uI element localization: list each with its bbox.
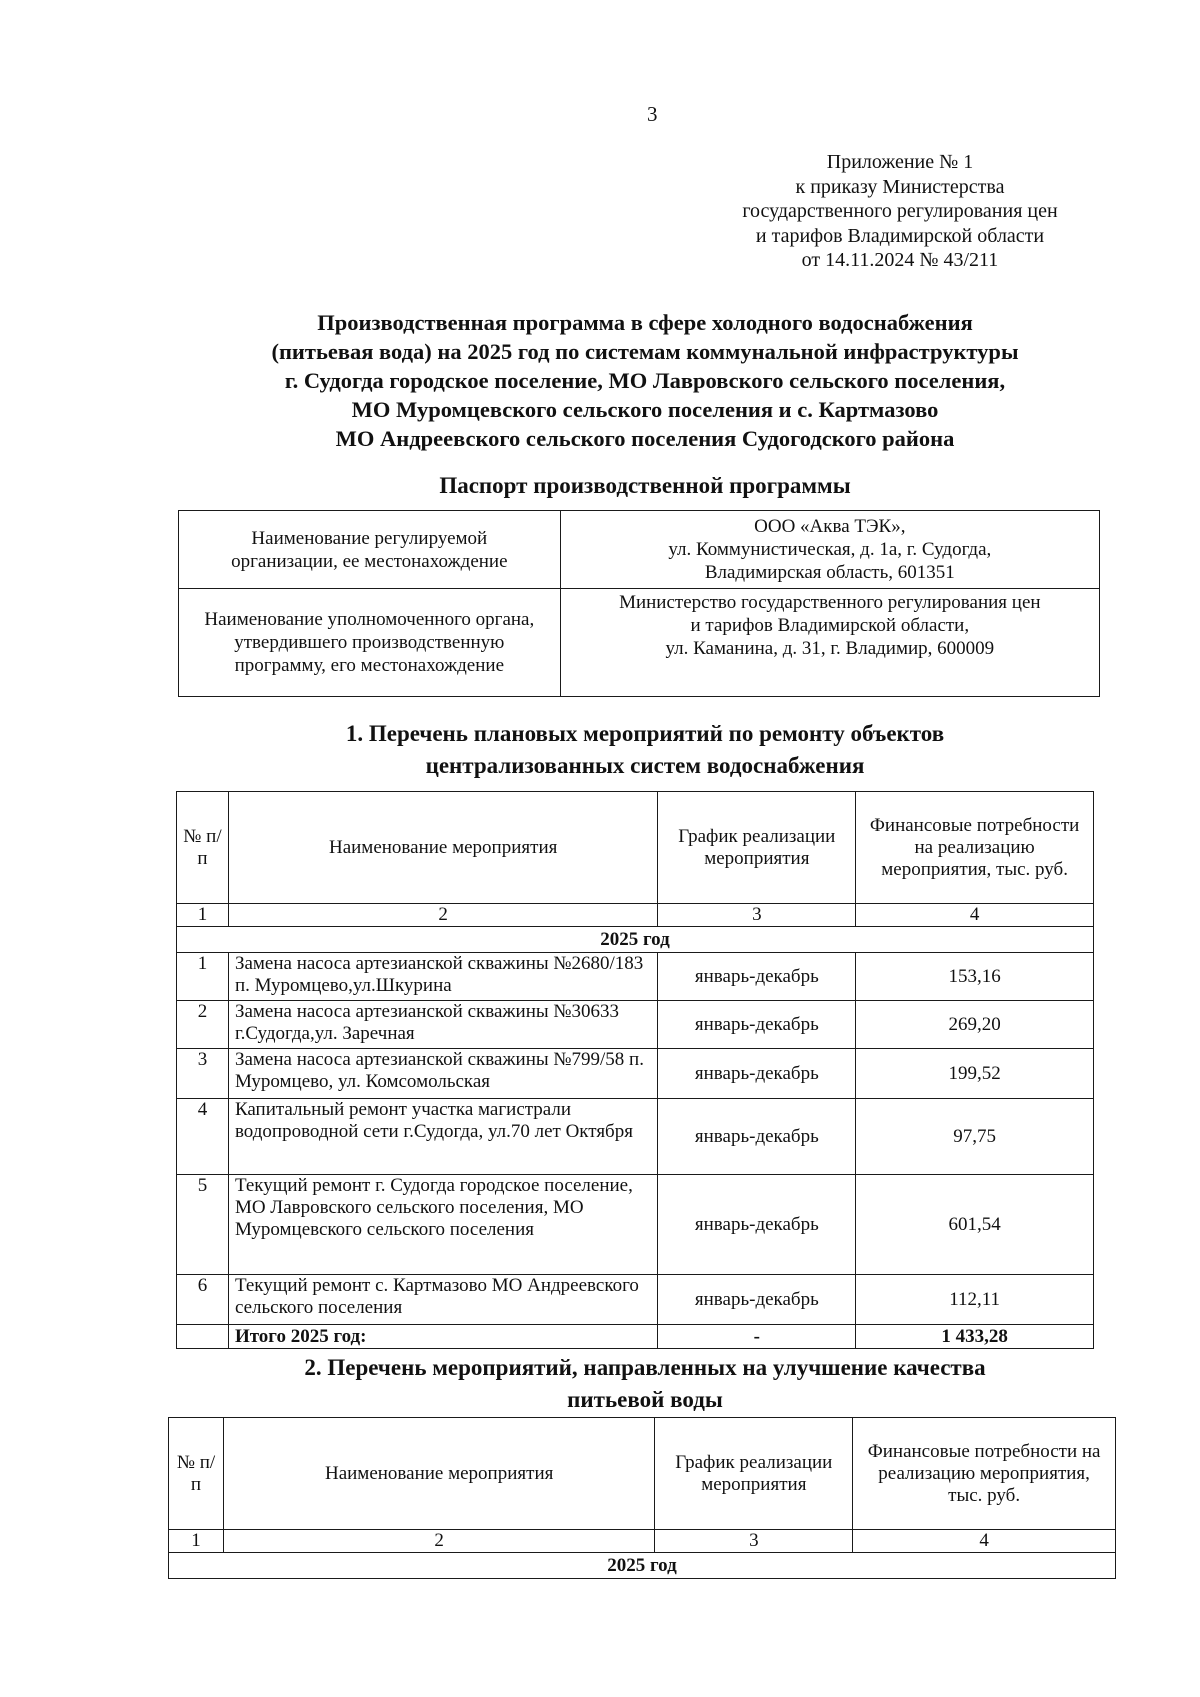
column-number: 1: [169, 1530, 224, 1553]
passport-label: Наименование уполномоченного органа, утвердившего производственную программу, его местонахождение: [179, 589, 561, 697]
total-label: Итого 2025 год:: [228, 1325, 657, 1349]
column-number: 2: [228, 904, 657, 927]
column-number: 4: [856, 904, 1094, 927]
year-cell: 2025 год: [169, 1553, 1116, 1579]
measure-name: Текущий ремонт г. Судогда городское поселение, МО Лавровского сельского поселения, МО Муромцевского сельского поселения: [228, 1175, 657, 1275]
title-line: МО Андреевского сельского поселения Судогодского района: [335, 426, 955, 451]
table-row: [177, 1099, 1094, 1175]
year-row: [169, 1553, 1116, 1579]
header-cell: Финансовые потребности на реализацию мероприятия, тыс. руб.: [856, 792, 1094, 904]
column-number: 3: [658, 904, 856, 927]
row-number: 4: [177, 1099, 229, 1175]
total-number-cell: [177, 1325, 229, 1349]
row-number: 3: [177, 1049, 229, 1099]
appendix-line: и тарифов Владимирской области: [755, 224, 1045, 247]
appendix-note: [700, 150, 1100, 273]
column-number: 2: [223, 1530, 654, 1553]
passport-row: [179, 589, 1100, 697]
measure-schedule: январь-декабрь: [658, 1099, 856, 1175]
passport-value: [560, 511, 1099, 589]
total-schedule: -: [658, 1325, 856, 1349]
measure-schedule: январь-декабрь: [658, 953, 856, 1001]
header-cell: График реализации мероприятия: [655, 1418, 853, 1530]
measure-cost: 199,52: [856, 1049, 1094, 1099]
measure-cost: 112,11: [856, 1275, 1094, 1325]
measure-cost: 601,54: [856, 1175, 1094, 1275]
measure-name: Текущий ремонт с. Картмазово МО Андреевского сельского поселения: [228, 1275, 657, 1325]
measure-schedule: январь-декабрь: [658, 1001, 856, 1049]
section2-title: [170, 1352, 1120, 1416]
measure-cost: 269,20: [856, 1001, 1094, 1049]
table-header-row: [169, 1418, 1116, 1530]
passport-row: [179, 511, 1100, 589]
passport-value-line: Министерство государственного регулирования цен: [619, 592, 1041, 613]
appendix-line: государственного регулирования цен: [742, 200, 1058, 222]
section-title-line: централизованных систем водоснабжения: [425, 753, 865, 778]
passport-value: [560, 589, 1099, 697]
table-row: [177, 1275, 1094, 1325]
table-row: [177, 1049, 1094, 1099]
passport-value-line: ООО «Аква ТЭК»,: [754, 516, 906, 537]
total-row: [177, 1325, 1094, 1349]
page-number: 3: [647, 102, 658, 126]
section-title-line: питьевой воды: [567, 1387, 723, 1412]
measure-cost: 97,75: [856, 1099, 1094, 1175]
title-line: г. Судогда городское поселение, МО Лавровского сельского поселения,: [284, 368, 1006, 393]
section-title-line: 1. Перечень плановых мероприятий по ремонту объектов: [345, 721, 945, 746]
year-cell: 2025 год: [177, 927, 1094, 953]
row-number: 6: [177, 1275, 229, 1325]
passport-table: [178, 510, 1100, 697]
section1-table: [176, 791, 1094, 1349]
table-row: [177, 953, 1094, 1001]
measure-schedule: январь-декабрь: [658, 1175, 856, 1275]
title-line: Производственная программа в сфере холодного водоснабжения: [317, 310, 973, 335]
column-number: 3: [655, 1530, 853, 1553]
column-number-row: [177, 904, 1094, 927]
title-line: МО Муромцевского сельского поселения и с. Картмазово: [351, 397, 939, 422]
measure-name: Замена насоса артезианской скважины №30633 г.Судогда,ул. Заречная: [228, 1001, 657, 1049]
title-line: (питьевая вода) на 2025 год по системам коммунальной инфраструктуры: [271, 339, 1019, 364]
passport-value-line: Владимирская область, 601351: [704, 562, 955, 583]
header-cell: № п/п: [169, 1418, 224, 1530]
header-cell: № п/п: [177, 792, 229, 904]
year-row: [177, 927, 1094, 953]
section1-title: [170, 718, 1120, 782]
measure-name: Замена насоса артезианской скважины №2680/183 п. Муромцево,ул.Шкурина: [228, 953, 657, 1001]
appendix-line: Приложение № 1: [826, 151, 974, 173]
header-cell: Финансовые потребности на реализацию мероприятия, тыс. руб.: [853, 1418, 1116, 1530]
appendix-line: к приказу Министерства: [795, 175, 1005, 198]
passport-title: Паспорт производственной программы: [439, 473, 851, 498]
total-cost: 1 433,28: [856, 1325, 1094, 1349]
document-title: [170, 308, 1120, 453]
table-row: [177, 1175, 1094, 1275]
measure-schedule: январь-декабрь: [658, 1049, 856, 1099]
column-number: 4: [853, 1530, 1116, 1553]
passport-value-line: ул. Коммунистическая, д. 1а, г. Судогда,: [668, 539, 992, 560]
appendix-line: от 14.11.2024 № 43/211: [801, 249, 999, 271]
row-number: 2: [177, 1001, 229, 1049]
column-number-row: [169, 1530, 1116, 1553]
column-number: 1: [177, 904, 229, 927]
header-cell: Наименование мероприятия: [223, 1418, 654, 1530]
passport-value-line: ул. Каманина, д. 31, г. Владимир, 600009: [665, 638, 995, 659]
row-number: 5: [177, 1175, 229, 1275]
passport-value-line: и тарифов Владимирской области,: [690, 615, 970, 636]
measure-name: Замена насоса артезианской скважины №799/58 п. Муромцево, ул. Комсомольская: [228, 1049, 657, 1099]
row-number: 1: [177, 953, 229, 1001]
measure-schedule: январь-декабрь: [658, 1275, 856, 1325]
section-title-line: 2. Перечень мероприятий, направленных на улучшение качества: [304, 1355, 986, 1380]
passport-label: Наименование регулируемой организации, ее местонахождение: [179, 511, 561, 589]
table-header-row: [177, 792, 1094, 904]
table-row: [177, 1001, 1094, 1049]
measure-cost: 153,16: [856, 953, 1094, 1001]
header-cell: График реализации мероприятия: [658, 792, 856, 904]
measure-name: Капитальный ремонт участка магистрали водопроводной сети г.Судогда, ул.70 лет Октября: [228, 1099, 657, 1175]
section2-table: [168, 1417, 1116, 1579]
header-cell: Наименование мероприятия: [228, 792, 657, 904]
